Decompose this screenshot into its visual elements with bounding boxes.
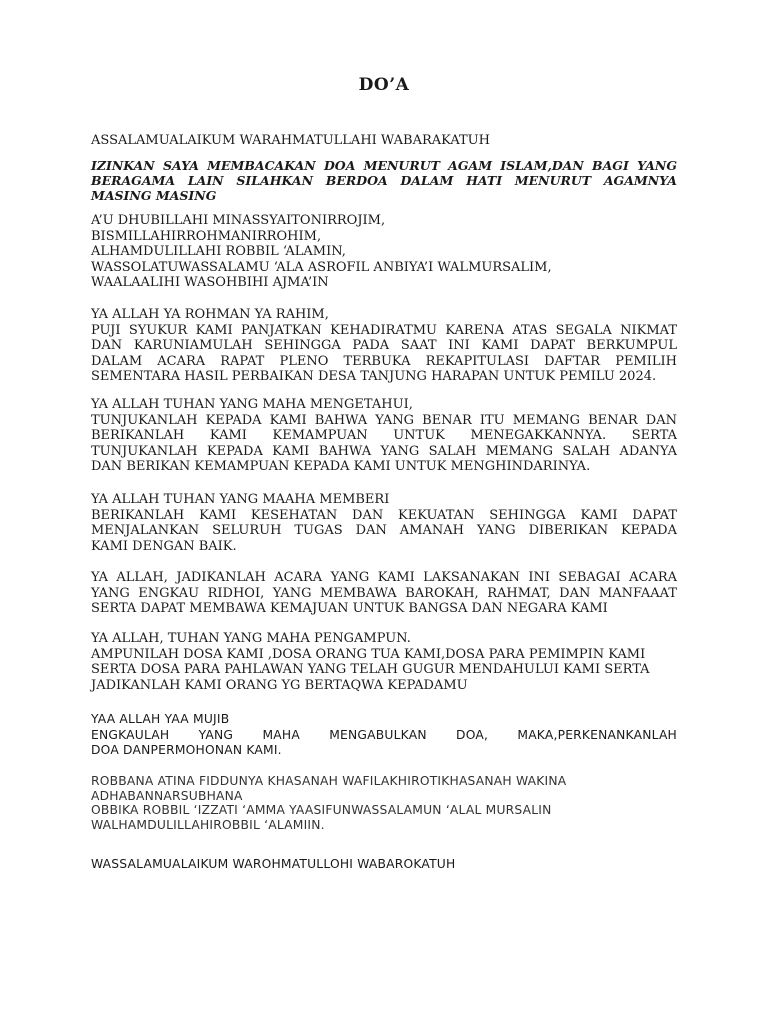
opening-line: ALHAMDULILLAHI ROBBIL ‘ALAMIN, (91, 244, 346, 260)
paragraph-line: DAN BERIKAN KEMAMPUAN KEPADA KAMI UNTUK MENGHINDARINYA. (91, 459, 591, 475)
paragraph-line: DAN KARUNIAMULAH SEHINGGA PADA SAAT INI KAMI DAPAT BERKUMPUL (91, 338, 677, 354)
opening-line: WASSOLATUWASSALAMU ‘ALA ASROFIL ANBIYA’I WALMURSALIM, (91, 259, 552, 275)
paragraph-heading: YA ALLAH, TUHAN YANG MAHA PENGAMPUN. (91, 631, 411, 646)
paragraph-line: OBBIKA ROBBIL ‘IZZATI ‘AMMA YAASIFUNWASSALAMUN ‘ALAL MURSALIN (91, 803, 552, 817)
paragraph-3 (91, 492, 677, 554)
paragraph-heading: YA ALLAH TUHAN YANG MAHA MENGETAHUI, (91, 397, 413, 412)
paragraph-line: YA ALLAH, JADIKANLAH ACARA YANG KAMI LAKSANAKAN INI SEBAGAI ACARA (91, 570, 677, 585)
paragraph-line: TUNJUKANLAH KEPADA KAMI BAHWA YANG SALAH MEMANG SALAH ADANYA (91, 443, 677, 459)
paragraph-line: WALHAMDULILLAHIROBBIL ‘ALAMIIN. (91, 817, 325, 832)
paragraph-4 (91, 570, 677, 617)
paragraph-line: JADIKANLAH KAMI ORANG YG BERTAQWA KEPADAMU (91, 677, 468, 693)
page-title: DO’A (358, 75, 410, 95)
paragraph-heading: YA ALLAH YA ROHMAN YA RAHIM, (91, 307, 329, 322)
intro-line: MASING MASING (91, 188, 217, 203)
paragraph-line: ENGKAULAH YANG MAHA MENGABULKAN DOA, MAKA,PERKENANKANLAH (91, 727, 677, 742)
paragraph-7 (91, 774, 677, 832)
paragraph-line: AMPUNILAH DOSA KAMI ,DOSA ORANG TUA KAMI,DOSA PARA PEMIMPIN KAMI (91, 646, 646, 662)
paragraph-line: PUJI SYUKUR KAMI PANJATKAN KEHADIRATMU KARENA ATAS SEGALA NIKMAT (91, 322, 677, 338)
opening-prayer (91, 213, 677, 291)
paragraph-line: YANG ENGKAU RIDHOI, YANG MEMBAWA BAROKAH, RAHMAT, DAN MANFAAAT (91, 585, 677, 601)
paragraph-line: MENJALANKAN SELURUH TUGAS DAN AMANAH YANG DIBERIKAN KEPADA (91, 523, 677, 539)
paragraph-heading: YA ALLAH TUHAN YANG MAAHA MEMBERI (91, 492, 390, 507)
closing (91, 857, 677, 873)
intro-line: BERAGAMA LAIN SILAHKAN BERDOA DALAM HATI MENURUT AGAMNYA (91, 173, 677, 188)
opening-line: A’U DHUBILLAHI MINASSYAITONIRROJIM, (91, 213, 386, 228)
paragraph-line: BERIKANLAH KAMI KESEHATAN DAN KEKUATAN SEHINGGA KAMI DAPAT (91, 507, 677, 523)
paragraph-line: DALAM ACARA RAPAT PLENO TERBUKA REKAPITULASI DAFTAR PEMILIH (91, 353, 677, 369)
paragraph-2 (91, 397, 677, 475)
intro-line: IZINKAN SAYA MEMBACAKAN DOA MENURUT AGAM ISLAM,DAN BAGI YANG (91, 158, 677, 173)
paragraph-line: SEMENTARA HASIL PERBAIKAN DESA TANJUNG HARAPAN UNTUK PEMILU 2024. (91, 369, 657, 385)
paragraph-line: TUNJUKANLAH KEPADA KAMI BAHWA YANG BENAR ITU MEMANG BENAR DAN (91, 412, 677, 428)
paragraph-line: BERIKANLAH KAMI KEMAMPUAN UNTUK MENEGAKKANNYA. SERTA (91, 428, 677, 444)
paragraph-line: ADHABANNARSUBHANA (91, 788, 243, 803)
paragraph-line: ROBBANA ATINA FIDDUNYA KHASANAH WAFILAKHIROTIKHASANAH WAKINA (91, 774, 567, 788)
greeting (91, 133, 677, 149)
closing-text: WASSALAMUALAIKUM WAROHMATULLOHI WABAROKATUH (91, 857, 456, 871)
paragraph-1 (91, 307, 677, 385)
opening-line: BISMILLAHIRROHMANIRROHIM, (91, 228, 322, 244)
paragraph-line: SERTA DAPAT MEMBAWA KEMAJUAN UNTUK BANGSA DAN NEGARA KAMI (91, 601, 608, 617)
opening-line: WAALAALIHI WASOHBIHI AJMA’IN (91, 275, 329, 291)
paragraph-6 (91, 712, 677, 759)
paragraph-5 (91, 631, 677, 693)
paragraph-line: SERTA DOSA PARA PAHLAWAN YANG TELAH GUGUR MENDAHULUI KAMI SERTA (91, 662, 650, 678)
paragraph-heading: YAA ALLAH YAA MUJIB (91, 712, 230, 726)
paragraph-line: KAMI DENGAN BAIK. (91, 538, 237, 554)
paragraph-line: DOA DANPERMOHONAN KAMI. (91, 743, 282, 758)
greeting-text: ASSALAMUALAIKUM WARAHMATULLAHI WABARAKATUH (91, 133, 490, 148)
intro-paragraph (91, 158, 677, 203)
